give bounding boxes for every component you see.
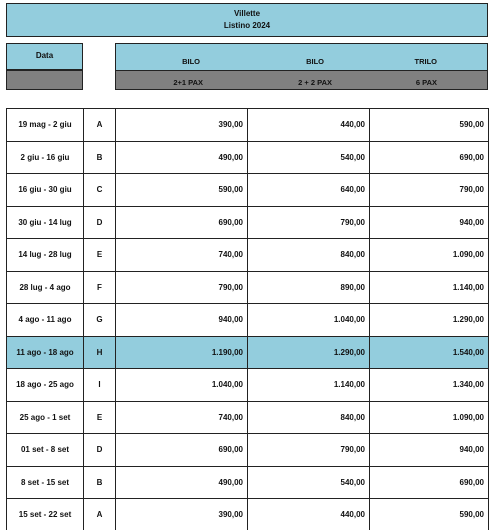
table-row (7, 141, 489, 174)
table-row (7, 206, 489, 239)
page-title: Villette (233, 9, 261, 18)
price-cell: 790,00 (116, 271, 248, 304)
price-cell: 740,00 (116, 401, 248, 434)
price-cell: 1.190,00 (116, 336, 248, 369)
table-row (7, 239, 489, 272)
period-cell: 30 giu - 14 lug (7, 206, 84, 239)
table-row (7, 369, 489, 402)
price-cell: 790,00 (370, 174, 489, 207)
page-subtitle: Listino 2024 (223, 21, 271, 30)
season-code-cell: I (84, 369, 116, 402)
period-cell: 18 ago - 25 ago (7, 369, 84, 402)
price-cell: 840,00 (248, 401, 370, 434)
price-cell: 740,00 (116, 239, 248, 272)
table-row (7, 174, 489, 207)
season-code-cell: D (84, 206, 116, 239)
price-cell: 1.140,00 (370, 271, 489, 304)
price-cell: 590,00 (370, 499, 489, 530)
price-cell: 1.090,00 (370, 239, 489, 272)
period-cell: 2 giu - 16 giu (7, 141, 84, 174)
price-cell: 640,00 (248, 174, 370, 207)
table-row (7, 434, 489, 467)
unit-name-2: BILO (306, 57, 324, 66)
price-cell: 390,00 (116, 499, 248, 530)
season-code-cell: C (84, 174, 116, 207)
price-cell: 940,00 (370, 434, 489, 467)
price-cell: 590,00 (116, 174, 248, 207)
price-cell: 1.290,00 (370, 304, 489, 337)
period-cell: 16 giu - 30 giu (7, 174, 84, 207)
table-row (7, 304, 489, 337)
table-row (7, 336, 489, 369)
period-cell: 19 mag - 2 giu (7, 109, 84, 142)
unit-pax-1: 2+1 PAX (173, 78, 203, 87)
unit-pax-2: 2 + 2 PAX (298, 78, 332, 87)
column-header-data-label: Data (35, 51, 54, 60)
unit-pax-3: 6 PAX (415, 78, 437, 87)
table-row (7, 499, 489, 530)
season-code-cell: A (84, 499, 116, 530)
price-cell: 890,00 (248, 271, 370, 304)
unit-name-1: BILO (182, 57, 200, 66)
period-cell: 8 set - 15 set (7, 466, 84, 499)
price-cell: 390,00 (116, 109, 248, 142)
price-cell: 1.290,00 (248, 336, 370, 369)
period-cell: 28 lug - 4 ago (7, 271, 84, 304)
price-cell: 590,00 (370, 109, 489, 142)
column-header-data-filler (6, 70, 83, 90)
price-cell: 940,00 (116, 304, 248, 337)
season-code-cell: G (84, 304, 116, 337)
price-cell: 490,00 (116, 141, 248, 174)
price-cell: 490,00 (116, 466, 248, 499)
price-cell: 690,00 (116, 434, 248, 467)
price-cell: 1.140,00 (248, 369, 370, 402)
price-cell: 790,00 (248, 206, 370, 239)
price-cell: 690,00 (370, 141, 489, 174)
price-cell: 840,00 (248, 239, 370, 272)
unit-name-row (116, 44, 487, 71)
unit-name-3: TRILO (414, 57, 437, 66)
period-cell: 01 set - 8 set (7, 434, 84, 467)
price-cell: 940,00 (370, 206, 489, 239)
period-cell: 25 ago - 1 set (7, 401, 84, 434)
season-code-cell: F (84, 271, 116, 304)
price-table-body (7, 109, 489, 530)
price-cell: 440,00 (248, 109, 370, 142)
table-row (7, 109, 489, 142)
season-code-cell: E (84, 239, 116, 272)
column-header-units (115, 43, 488, 90)
price-cell: 790,00 (248, 434, 370, 467)
period-cell: 14 lug - 28 lug (7, 239, 84, 272)
season-code-cell: B (84, 466, 116, 499)
price-cell: 1.090,00 (370, 401, 489, 434)
price-cell: 540,00 (248, 466, 370, 499)
period-cell: 15 set - 22 set (7, 499, 84, 530)
season-code-cell: E (84, 401, 116, 434)
table-row (7, 466, 489, 499)
season-code-cell: H (84, 336, 116, 369)
price-cell: 690,00 (116, 206, 248, 239)
table-row (7, 271, 489, 304)
price-cell: 1.040,00 (116, 369, 248, 402)
price-cell: 1.340,00 (370, 369, 489, 402)
unit-pax-row (116, 71, 487, 89)
title-banner (6, 3, 488, 37)
season-code-cell: A (84, 109, 116, 142)
price-cell: 540,00 (248, 141, 370, 174)
price-cell: 1.540,00 (370, 336, 489, 369)
price-cell: 440,00 (248, 499, 370, 530)
period-cell: 4 ago - 11 ago (7, 304, 84, 337)
season-code-cell: B (84, 141, 116, 174)
price-cell: 1.040,00 (248, 304, 370, 337)
table-row (7, 401, 489, 434)
price-table (6, 108, 489, 530)
period-cell: 11 ago - 18 ago (7, 336, 84, 369)
column-header-data (6, 43, 83, 70)
price-cell: 690,00 (370, 466, 489, 499)
season-code-cell: D (84, 434, 116, 467)
